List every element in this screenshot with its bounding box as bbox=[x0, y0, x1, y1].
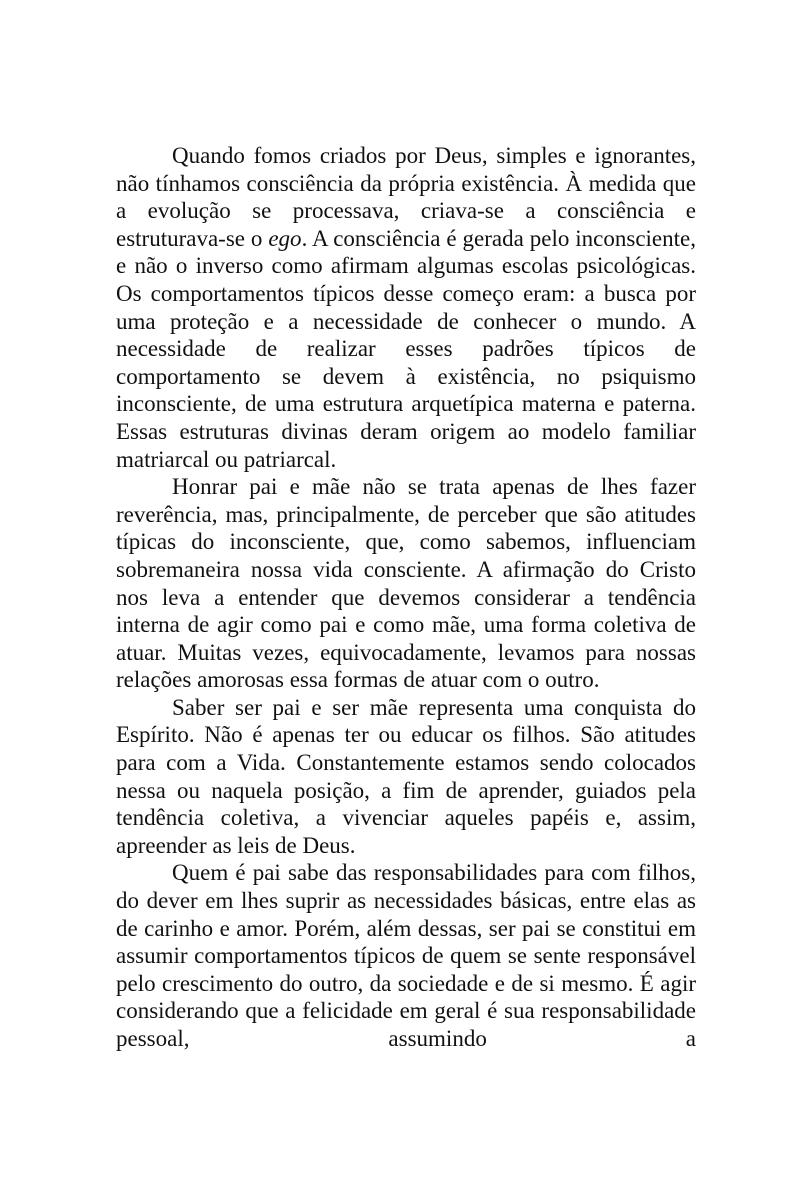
paragraph-4: Quem é pai sabe das responsabilidades para com filhos, do dever em lhes suprir as necessidades básicas, entre elas as de carinho e amor. Porém, além dessas, ser pai se constitui em assumir comportamentos típicos de quem se sente responsável pelo crescimento do outro, da sociedade e de si mesmo. É agir considerando que a felicidade em geral é sua responsabilidade pessoal, assumindo a bbox=[116, 860, 696, 1051]
paragraph-1-text-start: Quando fomos criados por Deus, simples e ignorantes, não tínhamos consciência da própria existência. À medida que a evolução se processava, criava-se a consciência e estruturava-se o bbox=[116, 143, 696, 251]
paragraph-1 bbox=[116, 142, 696, 473]
paragraph-3: Saber ser pai e ser mãe representa uma conquista do Espírito. Não é apenas ter ou educar os filhos. São atitudes para com a Vida. Constantemente estamos sendo colocados nessa ou naquela posição, a fim de aprender, guiados pela tendência coletiva, a vivenciar aqueles papéis e, assim, apreender as leis de Deus. bbox=[116, 694, 696, 858]
paragraph-2: Honrar pai e mãe não se trata apenas de lhes fazer reverência, mas, principalmente, de perceber que são atitudes típicas do inconsciente, que, como sabemos, influenciam sobremaneira nossa vida consciente. A afirmação do Cristo nos leva a entender que devemos considerar a tendência interna de agir como pai e como mãe, uma forma coletiva de atuar. Muitas vezes, equivocadamente, levamos para nossas relações amorosas essa formas de atuar com o outro. bbox=[116, 474, 696, 693]
paragraph-1-text-end: . A consciência é gerada pelo inconsciente, e não o inverso como afirmam algumas escolas psicológicas. Os comportamentos típicos desse começo eram: a busca por uma proteção e a necessidade de conhecer o mundo. A necessidade de realizar esses padrões típicos de comportamento se devem à existência, no psiquismo inconsciente, de uma estrutura arquetípica materna e paterna. Essas estruturas divinas deram origem ao modelo familiar matriarcal ou patriarcal. bbox=[116, 225, 696, 472]
body-text bbox=[116, 142, 696, 1053]
italic-term-ego: ego bbox=[268, 225, 302, 251]
